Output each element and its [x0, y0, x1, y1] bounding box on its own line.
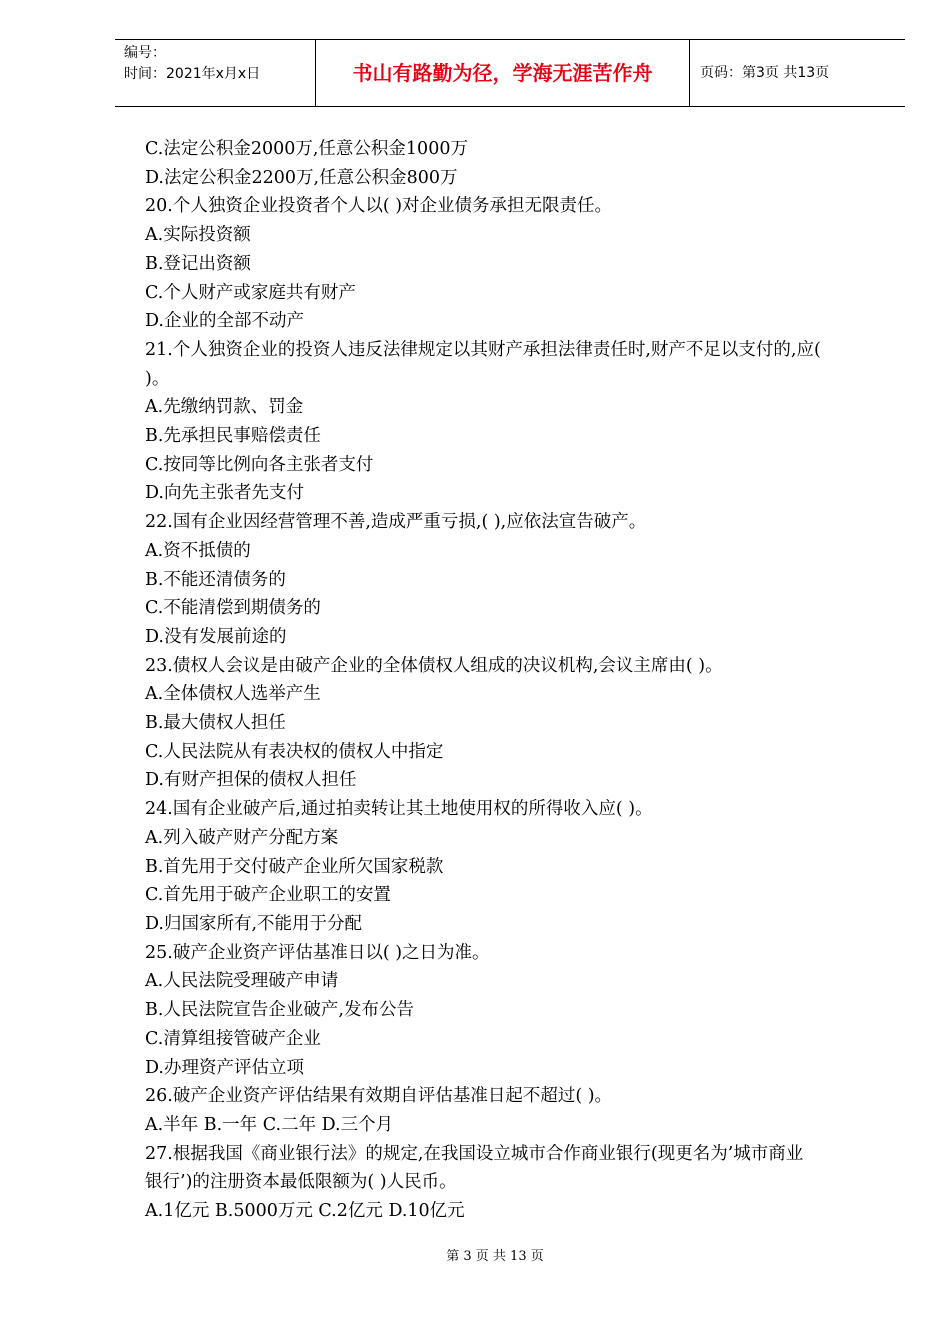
option-line: A.人民法院受理破产申请 [145, 971, 339, 992]
question-24: 24.国有企业破产后,通过拍卖转让其土地使用权的所得收入应( )。 [145, 799, 653, 820]
option-line: D.有财产担保的债权人担任 [145, 770, 357, 791]
document-body [145, 135, 873, 1226]
option-line: D.企业的全部不动产 [145, 311, 304, 332]
option-line: B.首先用于交付破产企业所欠国家税款 [145, 856, 444, 877]
option-line: B.不能还清债务的 [145, 569, 286, 590]
option-line: C.人民法院从有表决权的债权人中指定 [145, 741, 444, 762]
question-23: 23.债权人会议是由破产企业的全体债权人组成的决议机构,会议主席由( )。 [145, 655, 723, 676]
option-line: A.先缴纳罚款、罚金 [145, 397, 304, 418]
header-meta [115, 40, 315, 106]
document-number-label: 编号： [124, 45, 166, 61]
question-20: 20.个人独资企业投资者个人以( )对企业债务承担无限责任。 [145, 196, 613, 217]
option-line: D.没有发展前途的 [145, 626, 287, 647]
question-27-cont: 银行’)的注册资本最低限额为( )人民币。 [145, 1172, 457, 1193]
option-line: A.资不抵债的 [145, 540, 251, 561]
option-line: D.向先主张者先支付 [145, 483, 304, 504]
text-line: D.法定公积金2200万,任意公积金800万 [145, 167, 458, 188]
option-line: A.实际投资额 [145, 225, 251, 246]
option-line: D.办理资产评估立项 [145, 1057, 304, 1078]
option-line: A.半年 B.一年 C.二年 D.三个月 [145, 1114, 394, 1135]
text-line: C.法定公积金2000万,任意公积金1000万 [145, 139, 468, 159]
page-header [115, 39, 905, 107]
question-27: 27.根据我国《商业银行法》的规定,在我国设立城市合作商业银行(现更名为’城市商业 [145, 1143, 804, 1164]
option-line: C.首先用于破产企业职工的安置 [145, 885, 391, 906]
question-26: 26.破产企业资产评估结果有效期自评估基准日起不超过( )。 [145, 1086, 613, 1107]
option-line: A.1亿元 B.5000万元 C.2亿元 D.10亿元 [145, 1201, 465, 1222]
option-line: A.列入破产财产分配方案 [145, 827, 339, 848]
question-21-cont: )。 [145, 368, 170, 389]
option-line: C.按同等比例向各主张者支付 [145, 454, 374, 475]
option-line: C.个人财产或家庭共有财产 [145, 282, 356, 303]
option-line: D.归国家所有,不能用于分配 [145, 913, 363, 934]
option-line: B.登记出资额 [145, 253, 251, 274]
question-22: 22.国有企业因经营管理不善,造成严重亏损,( ),应依法宣告破产。 [145, 512, 647, 533]
header-page-info: 页码：第3页 共13页 [700, 65, 830, 81]
document-time-label: 时间：2021年x月x日 [124, 66, 261, 82]
page-footer: 第 3 页 共 13 页 [446, 1249, 544, 1264]
option-line: B.人民法院宣告企业破产,发布公告 [145, 1000, 414, 1021]
option-line: B.最大债权人担任 [145, 713, 286, 734]
question-21: 21.个人独资企业的投资人违反法律规定以其财产承担法律责任时,财产不足以支付的,应( [145, 339, 821, 360]
option-line: B.先承担民事赔偿责任 [145, 426, 321, 447]
option-line: C.不能清偿到期债务的 [145, 598, 321, 619]
question-25: 25.破产企业资产评估基准日以( )之日为准。 [145, 942, 490, 963]
option-line: C.清算组接管破产企业 [145, 1028, 321, 1049]
option-line: A.全体债权人选举产生 [145, 684, 321, 705]
header-motto: 书山有路勤为径，学海无涯苦作舟 [315, 40, 690, 106]
